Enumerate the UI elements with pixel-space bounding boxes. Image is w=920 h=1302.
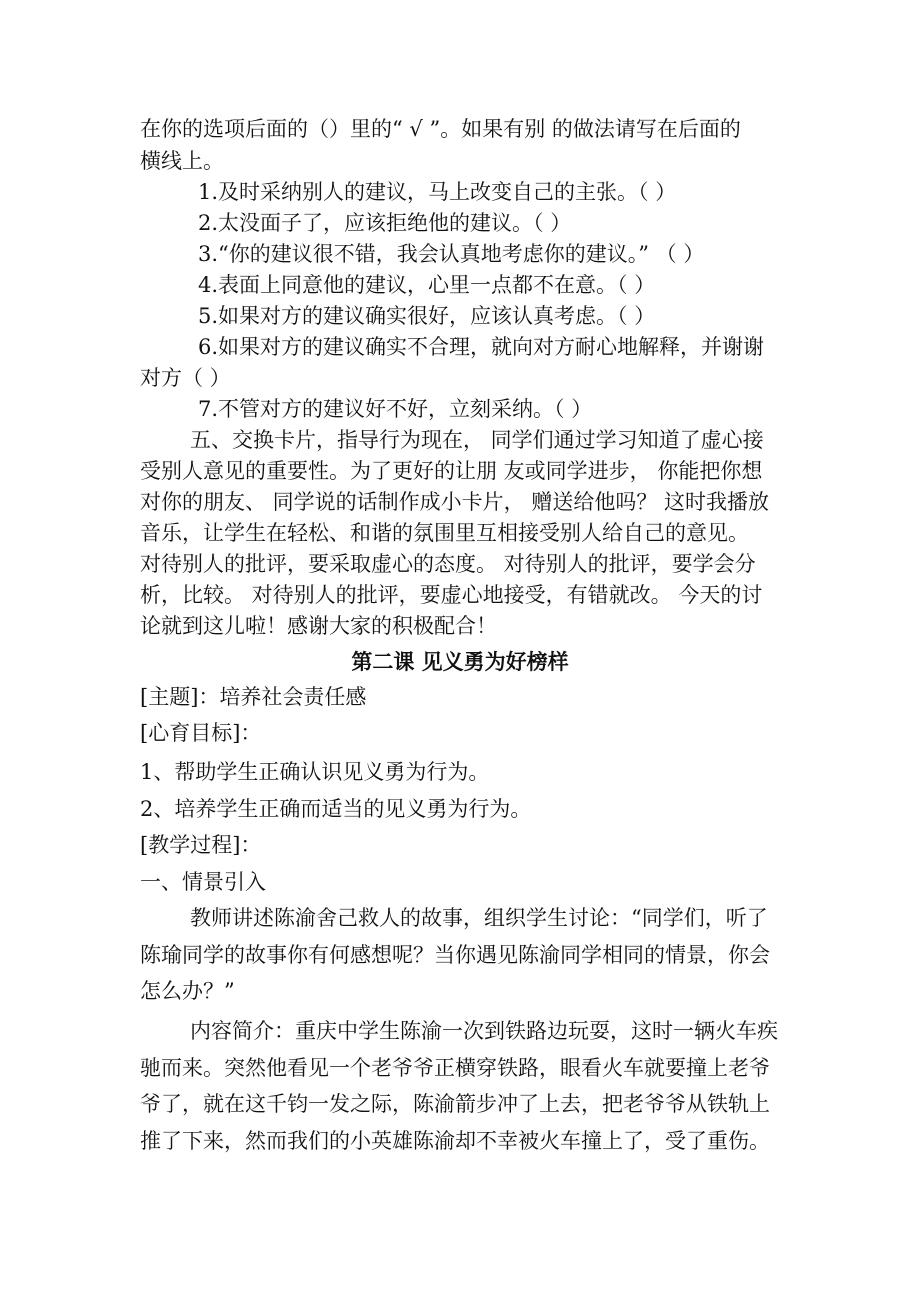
section5-line: 对待别人的批评，要采取虚心的态度。 对待别人的批评，要学会分 [140,552,756,576]
option-item: 3.“你的建议很不错，我会认真地考虑你的建议。” （ ） [198,242,705,266]
section5-line: 对你的朋友、 同学说的话制作成小卡片， 赠送给他吗？ 这时我播放 [140,490,770,514]
section5-line: 论就到这儿啦！感谢大家的积极配合！ [140,614,497,638]
process-label: [教学过程]： [140,833,262,857]
summary-line: 内容简介：重庆中学生陈渝一次到铁路边玩耍，这时一辆火车疾 [190,1019,778,1043]
option-item: 7.不管对方的建议好不好，立刻采纳。（ ） [198,397,593,421]
intro-line: 横线上。 [140,149,224,173]
option-item: 4.表面上同意他的建议，心里一点都不在意。（ ） [198,273,656,297]
option-item: 对方（ ） [140,366,231,390]
summary-line: 推了下来，然而我们的小英雄陈渝却不幸被火车撞上了，受了重伤。 [140,1129,770,1153]
goals-label: [心育目标]： [140,721,262,745]
option-item: 2.太没面子了，应该拒绝他的建议。（ ） [198,211,572,235]
intro-line: 在你的选项后面的（）里的“ √ ”。如果有别 的做法请写在后面的 [140,117,741,141]
story-intro-line: 怎么办？” [140,979,235,1003]
step-heading: 一、情景引入 [140,870,266,894]
option-item: 5.如果对方的建议确实很好，应该认真考虑。（ ） [198,304,656,328]
summary-line: 驰而来。突然他看见一个老爷爷正横穿铁路，眼看火车就要撞上老爷 [140,1056,770,1080]
summary-line: 爷了，就在这千钧一发之际，陈渝箭步冲了上去，把老爷爷从铁轨上 [140,1092,770,1116]
story-intro-line: 教师讲述陈渝舍己救人的故事，组织学生讨论：“同学们，听了 [190,906,768,930]
goal-item: 1、帮助学生正确认识见义勇为行为。 [140,760,490,784]
option-item: 1.及时采纳别人的建议，马上改变自己的主张。（ ） [198,180,677,204]
section5-line: 五、交换卡片，指导行为现在， 同学们通过学习知道了虚心接 [190,428,764,452]
section5-line: 音乐，让学生在轻松、和谐的氛围里互相接受别人给自己的意见。 [140,521,749,545]
goal-item: 2、培养学生正确而适当的见义勇为行为。 [140,797,532,821]
lesson-title: 第二课 见义勇为好榜样 [351,649,569,674]
story-intro-line: 陈瑜同学的故事你有何感想呢？当你遇见陈渝同学相同的情景，你会 [140,943,770,967]
section5-line: 受别人意见的重要性。为了更好的让朋 友或同学进步， 你能把你想 [140,459,763,483]
option-item: 6.如果对方的建议确实不合理，就向对方耐心地解释，并谢谢 [198,335,765,359]
theme-line: [主题]：培养社会责任感 [140,685,367,709]
section5-line: 析，比较。 对待别人的批评，要虚心地接受，有错就改。 今天的讨 [140,583,763,607]
